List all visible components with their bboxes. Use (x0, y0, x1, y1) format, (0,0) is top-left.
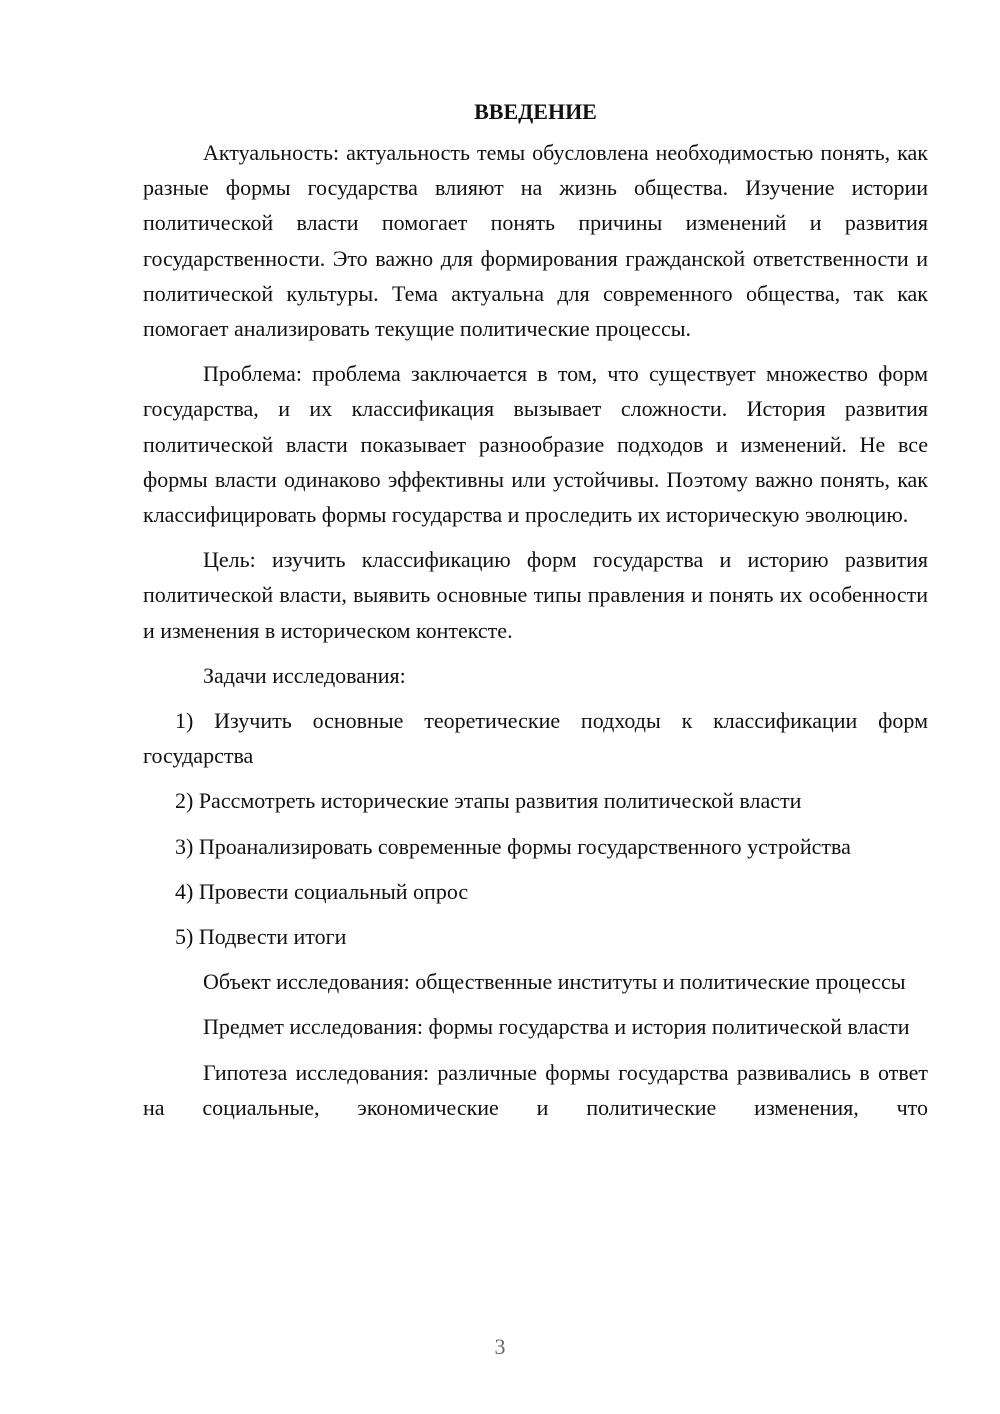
task-item: 2) Рассмотреть исторические этапы развития политической власти (175, 788, 802, 814)
paragraph-problem: Проблема: проблема заключается в том, что существует множество форм государства, и их классификация вызывает сложности. История развития политической власти показывает разнообразие подходов и изменений. Не все формы власти одинаково эффективны или устойчивы. Поэтому важно понять, как классифицировать формы государства и проследить их историческую эволюцию. (143, 361, 928, 528)
task-item: 3) Проанализировать современные формы государственного устройства (175, 833, 851, 859)
paragraph-relevance: Актуальность: актуальность темы обусловлена необходимостью понять, как разные формы государства влияют на жизнь общества. Изучение истории политической власти помогает понять причины изменений и развития государственности. Это важно для формирования гражданской ответственности и политической культуры. Тема актуальна для современного общества, так как помогает анализировать текущие политические процессы. (143, 140, 928, 342)
page-title: ВВЕДЕНИЕ (474, 99, 597, 124)
task-item: 4) Провести социальный опрос (175, 878, 469, 904)
tasks-heading: Задачи исследования: (203, 662, 406, 688)
page-number: 3 (494, 1334, 506, 1359)
task-item: 1) Изучить основные теоретические подходы к классификации форм государства (143, 708, 928, 769)
paragraph-object: Объект исследования: общественные институты и политические процессы (203, 969, 906, 995)
paragraph-subject: Предмет исследования: формы государства и история политической власти (203, 1014, 910, 1040)
paragraph-hypothesis: Гипотеза исследования: различные формы государства развивались в ответ на социальные, экономические и политические изменения, что (143, 1059, 928, 1120)
paragraph-goal: Цель: изучить классификацию форм государства и историю развития политической власти, выявить основные типы правления и понять их особенности и изменения в историческом контексте. (143, 547, 928, 643)
task-item: 5) Подвести итоги (175, 924, 347, 950)
page-body (143, 94, 928, 1125)
